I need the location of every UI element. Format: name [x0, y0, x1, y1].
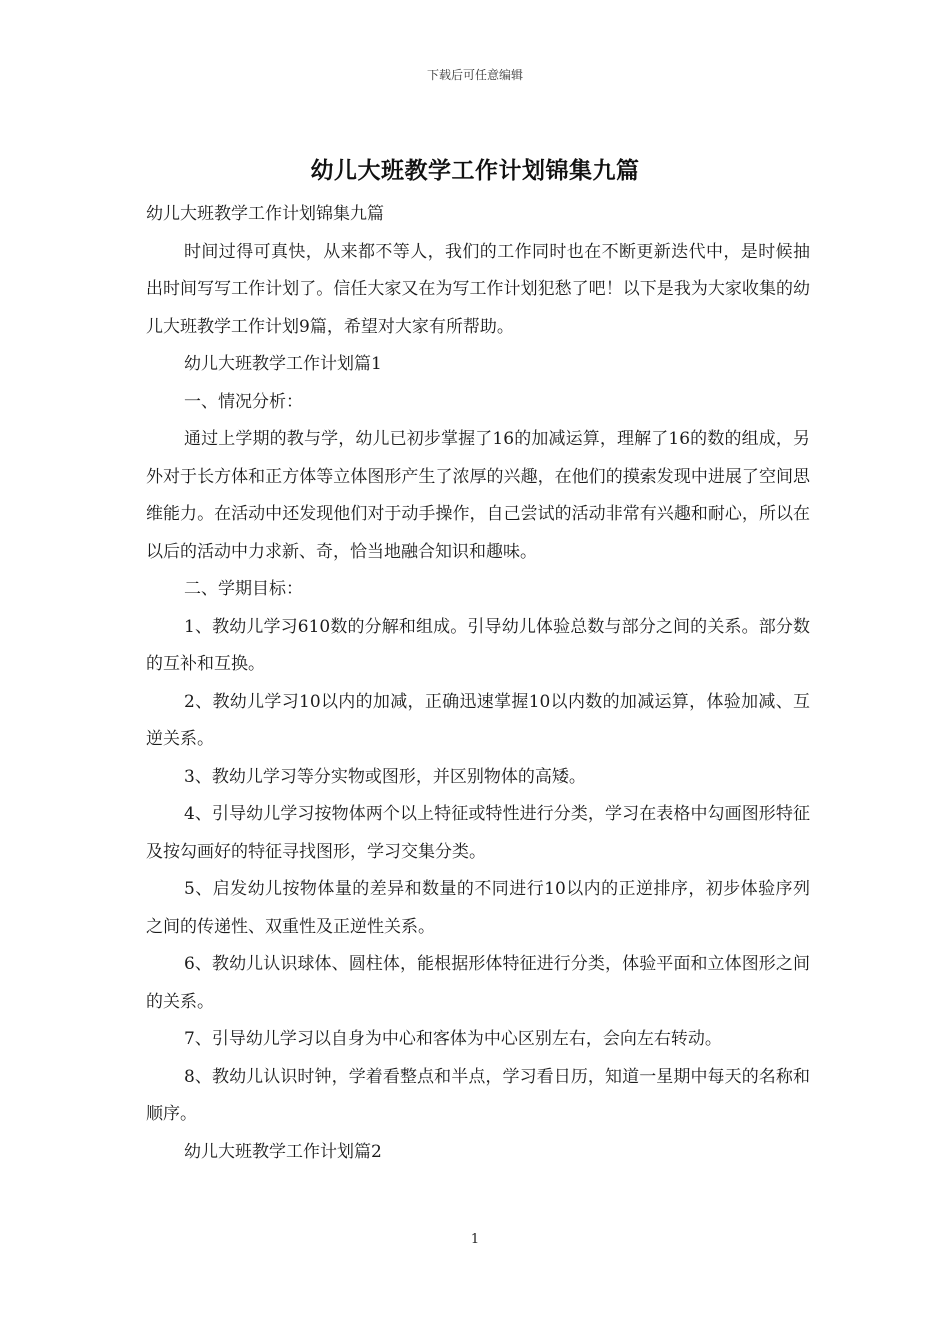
list-item: 4、引导幼儿学习按物体两个以上特征或特性进行分类，学习在表格中勾画图形特征及按勾画好的特征寻找图形，学习交集分类。 [146, 804, 810, 862]
document-body [146, 196, 810, 1171]
page-header-note: 下载后可任意编辑 [426, 68, 523, 82]
list-item: 1、教幼儿学习610数的分解和组成。引导幼儿体验总数与部分之间的关系。部分数的互补和互换。 [146, 616, 810, 674]
paragraph: 幼儿大班教学工作计划锦集九篇 [146, 204, 384, 224]
list-item: 6、教幼儿认识球体、圆柱体，能根据形体特征进行分类，体验平面和立体图形之间的关系。 [146, 954, 810, 1012]
paragraph: 通过上学期的教与学，幼儿已初步掌握了16的加减运算，理解了16的数的组成，另外对于长方体和正方体等立体图形产生了浓厚的兴趣，在他们的摸索发现中进展了空间思维能力。在活动中还发现他们对于动手操作，自己尝试的活动非常有兴趣和耐心，所以在以后的活动中力求新、奇，恰当地融合知识和趣味。 [146, 429, 810, 562]
list-item: 5、启发幼儿按物体量的差异和数量的不同进行10以内的正逆排序，初步体验序列之间的传递性、双重性及正逆性关系。 [146, 879, 810, 937]
subsection-heading: 二、学期目标： [184, 579, 303, 599]
list-item: 2、教幼儿学习10以内的加减，正确迅速掌握10以内数的加减运算，体验加减、互逆关系。 [146, 691, 810, 749]
list-item: 3、教幼儿学习等分实物或图形，并区别物体的高矮。 [184, 766, 586, 787]
document-title: 幼儿大班教学工作计划锦集九篇 [310, 157, 640, 184]
list-item: 8、教幼儿认识时钟，学着看整点和半点，学习看日历，知道一星期中每天的名称和顺序。 [146, 1066, 810, 1124]
section-heading: 幼儿大班教学工作计划篇2 [184, 1141, 382, 1162]
subsection-heading: 一、情况分析： [184, 391, 303, 412]
paragraph: 时间过得可真快，从来都不等人，我们的工作同时也在不断更新迭代中，是时候抽出时间写写工作计划了。信任大家又在为写工作计划犯愁了吧！以下是我为大家收集的幼儿大班教学工作计划9篇，希望对大家有所帮助。 [146, 241, 810, 337]
section-heading: 幼儿大班教学工作计划篇1 [184, 354, 382, 374]
list-item: 7、引导幼儿学习以自身为中心和客体为中心区别左右，会向左右转动。 [184, 1029, 722, 1049]
page-number: 1 [470, 1232, 480, 1247]
